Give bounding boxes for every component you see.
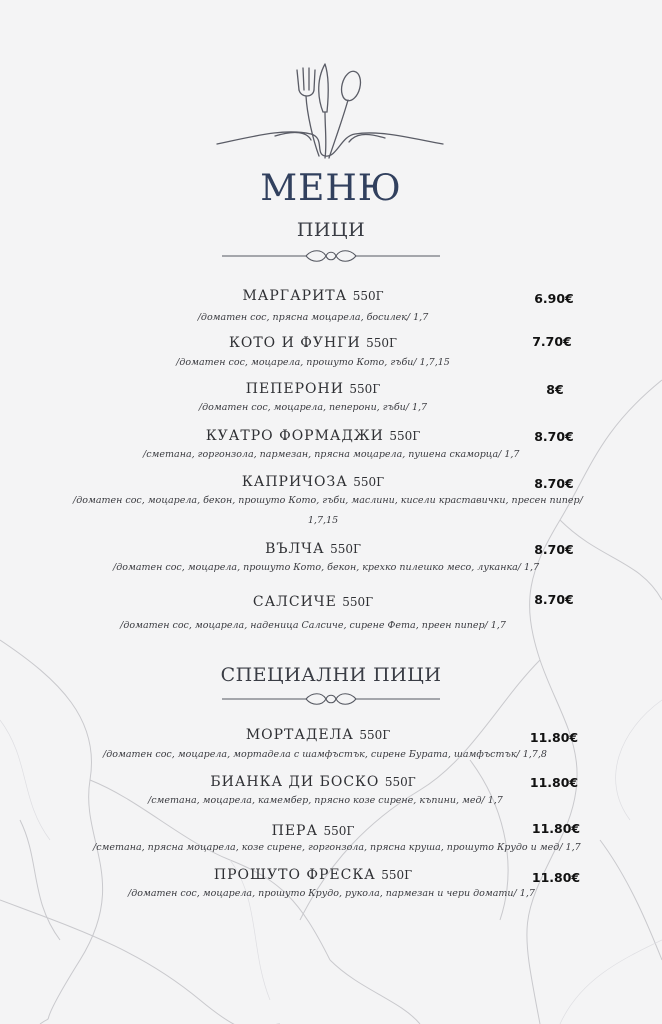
item-description: /сметана, прясна моцарела, козе сирене, горгонзола, прясна круша, прошуто Крудо и мед/ 1,7	[93, 842, 581, 853]
item-description: /доматен сос, моцарела, наденица Салсиче, сирене Фета, преен пипер/ 1,7	[120, 620, 506, 631]
cutlery-logo-icon	[215, 62, 445, 172]
ornament-divider-icon	[222, 688, 440, 710]
item-name: КАПРИЧОЗА 550Г	[241, 474, 385, 490]
item-price: 8.70€	[534, 542, 574, 557]
item-price: 6.90€	[534, 291, 574, 306]
item-price: 8.70€	[534, 429, 574, 444]
item-price: 8.70€	[534, 476, 574, 491]
ornament-divider-icon	[222, 245, 440, 267]
section-title-special-pizzas: СПЕЦИАЛНИ ПИЦИ	[220, 664, 442, 686]
item-description: /доматен сос, прясна моцарела, босилек/ 1,7	[197, 312, 429, 323]
item-name: ВЪЛЧА 550Г	[265, 541, 361, 557]
section-title-pizzas: ПИЦИ	[296, 219, 366, 241]
item-name: МАРГАРИТА 550Г	[242, 288, 384, 304]
item-name: САЛСИЧЕ 550Г	[252, 594, 374, 610]
item-price: 11.80€	[531, 821, 581, 836]
item-price: 8€	[546, 382, 564, 397]
item-description-continued: 1,7,15	[307, 515, 339, 526]
item-name: БИАНКА ДИ БОСКО 550Г	[210, 774, 416, 790]
item-description: /доматен сос, моцарела, прошуто Кото, бекон, крехко пилешко месо, луканка/ 1,7	[113, 562, 540, 573]
menu-title: МЕНЮ	[260, 168, 402, 209]
item-price: 8.70€	[534, 592, 574, 607]
item-name: КОТО И ФУНГИ 550Г	[229, 335, 397, 351]
item-description: /сметана, горгонзола, пармезан, прясна моцарела, пушена скаморца/ 1,7	[143, 449, 520, 460]
item-description: /доматен сос, моцарела, прошуто Кото, гъби/ 1,7,15	[176, 357, 450, 368]
item-description: /доматен сос, моцарела, прошуто Крудо, рукола, пармезан и чери домати/ 1,7	[128, 888, 535, 899]
item-name: ПРОШУТО ФРЕСКА 550Г	[213, 867, 413, 883]
item-price: 7.70€	[532, 334, 572, 349]
item-name: КУАТРО ФОРМАДЖИ 550Г	[205, 428, 421, 444]
item-price: 11.80€	[529, 730, 579, 745]
item-price: 11.80€	[531, 870, 581, 885]
item-description: /доматен сос, моцарела, мортадела с шамфъстък, сирене Бурата, шамфъстък/ 1,7,8	[103, 749, 547, 760]
item-description: /сметана, моцарела, камембер, прясно козе сирене, къпини, мед/ 1,7	[148, 795, 503, 806]
item-price: 11.80€	[529, 775, 579, 790]
item-name: МОРТАДЕЛА 550Г	[245, 727, 391, 743]
item-name: ПЕПЕРОНИ 550Г	[245, 381, 381, 397]
item-description: /доматен сос, моцарела, бекон, прошуто Кото, гъби, маслини, кисели краставички, пресен пипер/	[73, 495, 583, 506]
item-name: ПЕРА 550Г	[271, 823, 355, 839]
item-description: /доматен сос, моцарела, пеперони, гъби/ 1,7	[198, 402, 428, 413]
